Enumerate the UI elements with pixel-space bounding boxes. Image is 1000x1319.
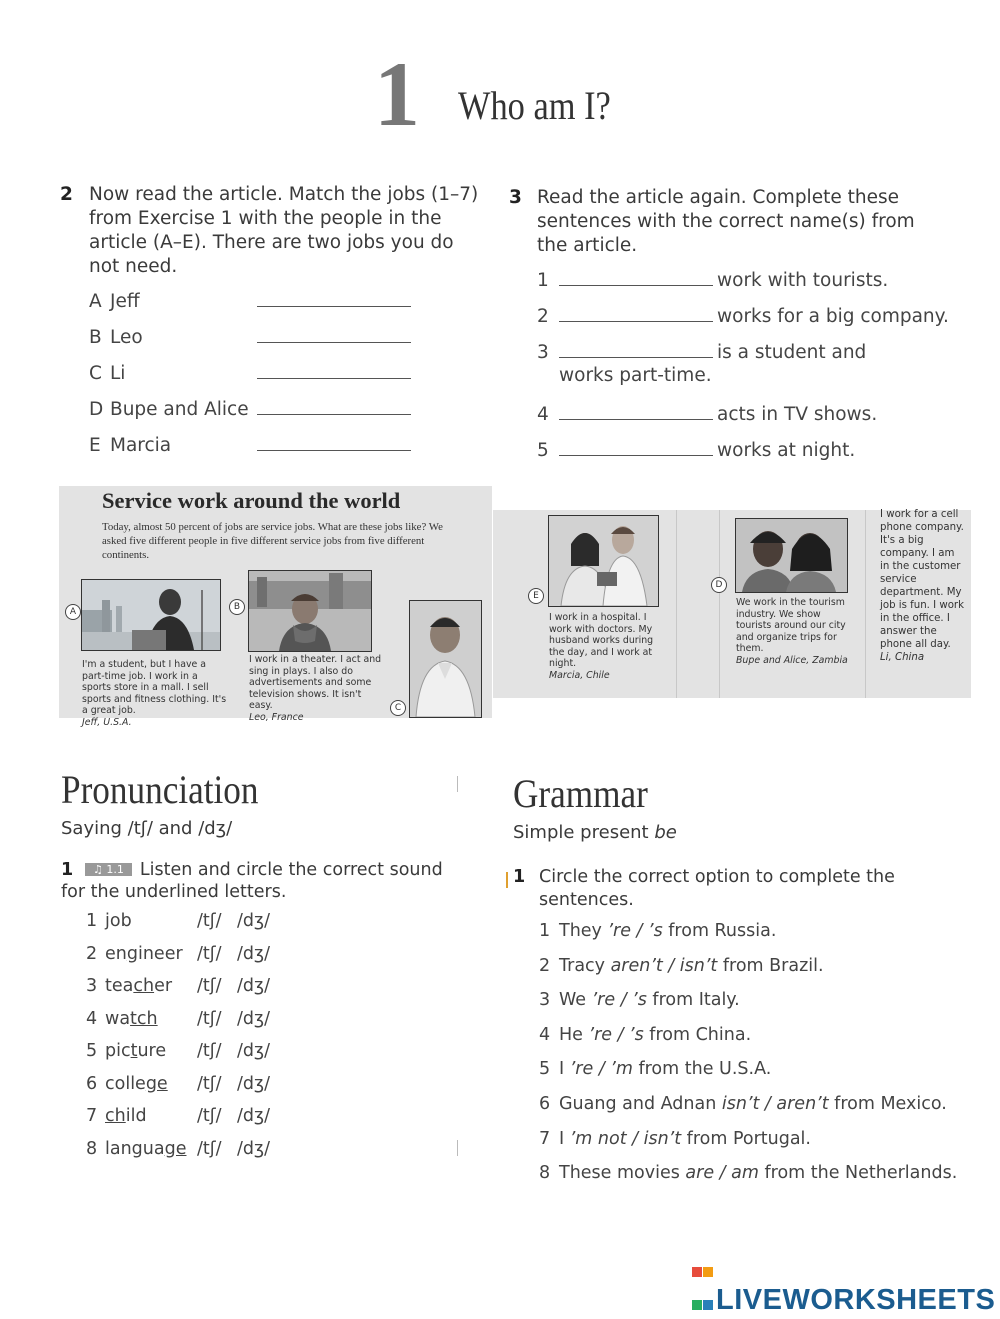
article-panel-left bbox=[59, 486, 492, 728]
photo-marcia bbox=[548, 515, 659, 607]
liveworksheets-logo: LIVEWORKSHEETS bbox=[692, 1253, 995, 1317]
label-e: E bbox=[528, 588, 544, 604]
photo-bupe-alice bbox=[735, 518, 848, 593]
margin-mark bbox=[457, 1140, 458, 1156]
sound-option-dzh[interactable]: /dʒ/ bbox=[237, 911, 271, 931]
margin-mark bbox=[457, 776, 458, 792]
pron-row: 4 watch /tʃ/ /dʒ/ bbox=[86, 1008, 271, 1029]
match-row: A Jeff bbox=[89, 288, 411, 324]
answer-blank[interactable] bbox=[257, 288, 411, 307]
sound-option-dzh[interactable]: /dʒ/ bbox=[237, 976, 271, 996]
unit-title: Who am I? bbox=[458, 83, 611, 128]
pron-row: 1 job /tʃ/ /dʒ/ bbox=[86, 911, 271, 931]
grammar-row: 6 Guang and Adnan isn’t / aren’t from Mexico. bbox=[539, 1093, 947, 1114]
label-b: B bbox=[229, 599, 245, 615]
sound-option-tsh[interactable]: /tʃ/ bbox=[197, 976, 222, 996]
grammar-instructions: 1 Circle the correct option to complete the sentences. bbox=[513, 867, 895, 910]
sound-option-dzh[interactable]: /dʒ/ bbox=[237, 1138, 271, 1159]
match-row: E Marcia bbox=[89, 432, 411, 468]
grammar-row: 8 These movies are / am from the Netherlands. bbox=[539, 1163, 958, 1184]
grammar-options[interactable]: ’re / ’m bbox=[569, 1059, 633, 1080]
article-intro: Today, almost 50 percent of jobs are service jobs. What are these jobs like? We asked five different people in five different service jobs from five different continents. bbox=[102, 521, 443, 561]
exercise-number: 3 bbox=[509, 187, 522, 208]
grammar-title: Grammar bbox=[513, 771, 648, 816]
grammar-row: 4 He ’re / ’s from China. bbox=[539, 1024, 752, 1045]
grammar-options[interactable]: ’re / ’s bbox=[588, 1024, 644, 1045]
answer-blank[interactable] bbox=[257, 432, 411, 451]
photo-li bbox=[409, 600, 482, 718]
answer-blank[interactable] bbox=[257, 396, 411, 415]
grammar-options[interactable]: aren’t / isn’t bbox=[610, 955, 718, 976]
grammar-row: 2 Tracy aren’t / isn’t from Brazil. bbox=[539, 955, 824, 976]
grammar-options[interactable]: are / am bbox=[685, 1163, 759, 1184]
pron-row: 2 engineer /tʃ/ /dʒ/ bbox=[86, 943, 271, 964]
answer-blank[interactable] bbox=[559, 339, 713, 358]
complete-row: 1 work with tourists. bbox=[537, 267, 977, 303]
exercise-instructions: Now read the article. Match the jobs (1–7) from Exercise 1 with the people in the article (A–E). There are two jobs you do not need. bbox=[89, 184, 479, 277]
complete-row: 4 acts in TV shows. bbox=[537, 401, 977, 437]
label-d: D bbox=[711, 577, 727, 593]
sound-option-dzh[interactable]: /dʒ/ bbox=[237, 1073, 271, 1094]
sound-option-tsh[interactable]: /tʃ/ bbox=[197, 1138, 222, 1159]
grammar-row: 5 I ’re / ’m from the U.S.A. bbox=[539, 1059, 772, 1080]
exercise-instructions: Read the article again. Complete these sentences with the correct name(s) from the article. bbox=[537, 187, 915, 256]
caption-marcia: I work in a hospital. I work with doctors. My husband works during the day, and I work at night. Marcia, Chile bbox=[549, 612, 654, 681]
column-divider bbox=[865, 510, 866, 698]
answer-blank[interactable] bbox=[257, 360, 411, 379]
label-a: A bbox=[65, 604, 81, 620]
answer-blank[interactable] bbox=[257, 324, 411, 343]
answer-blank[interactable] bbox=[559, 303, 713, 322]
liveworksheets-badge-icon bbox=[692, 1253, 714, 1275]
caption-leo: I work in a theater. I act and sing in plays. I also do advertisements and some television shows. It isn't easy. Leo, France bbox=[249, 654, 382, 723]
label-c: C bbox=[390, 700, 406, 716]
column-divider bbox=[719, 510, 720, 698]
pron-row: 3 teacher /tʃ/ /dʒ/ bbox=[86, 976, 271, 996]
pronunciation-title: Pronunciation bbox=[61, 767, 259, 812]
grammar-options[interactable]: ’re / ’s bbox=[591, 990, 647, 1011]
complete-list: 1 work with tourists. 2 works for a big company. 3 is a student and works part-time. 4 acts in TV shows. 5 works at night. bbox=[537, 267, 977, 473]
column-divider bbox=[676, 510, 677, 698]
grammar-list bbox=[539, 921, 957, 1198]
complete-row: 3 is a student and bbox=[537, 339, 977, 365]
sound-option-dzh[interactable]: /dʒ/ bbox=[237, 1041, 271, 1061]
grammar-options[interactable]: isn’t / aren’t bbox=[721, 1093, 829, 1114]
grammar-options[interactable]: ’m not / isn’t bbox=[569, 1128, 682, 1149]
answer-blank[interactable] bbox=[559, 401, 713, 420]
sound-option-tsh[interactable]: /tʃ/ bbox=[197, 1073, 222, 1094]
caption-jeff: I'm a student, but I have a part-time job. I work in a sports store in a mall. I sell sports and fitness clothing. It's a great job. Jeff, U.S.A. bbox=[82, 659, 227, 728]
pron-row: 8 language /tʃ/ /dʒ/ bbox=[86, 1138, 271, 1159]
sound-option-dzh[interactable]: /dʒ/ bbox=[237, 1106, 271, 1126]
sound-option-dzh[interactable]: /dʒ/ bbox=[237, 1008, 271, 1029]
photo-jeff bbox=[81, 579, 221, 651]
sound-option-tsh[interactable]: /tʃ/ bbox=[197, 1041, 222, 1061]
complete-row: 5 works at night. bbox=[537, 437, 977, 473]
audio-track-badge[interactable]: ♫ 1.1 bbox=[85, 863, 132, 876]
unit-number: 1 bbox=[374, 43, 420, 145]
grammar-subtitle: Simple present be bbox=[513, 822, 677, 843]
match-list bbox=[89, 288, 411, 468]
article-panel-right bbox=[493, 510, 971, 698]
margin-mark bbox=[506, 872, 508, 888]
match-row: C Li bbox=[89, 360, 411, 396]
article-title: Service work around the world bbox=[102, 488, 401, 513]
pronunciation-subtitle: Saying /tʃ/ and /dʒ/ bbox=[61, 818, 233, 839]
match-row: D Bupe and Alice bbox=[89, 396, 411, 432]
pronunciation-list bbox=[86, 911, 270, 1171]
sound-option-tsh[interactable]: /tʃ/ bbox=[197, 943, 222, 964]
sound-option-tsh[interactable]: /tʃ/ bbox=[197, 1008, 222, 1029]
pron-row: 6 college /tʃ/ /dʒ/ bbox=[86, 1073, 271, 1094]
sound-option-tsh[interactable]: /tʃ/ bbox=[197, 911, 222, 931]
sound-option-dzh[interactable]: /dʒ/ bbox=[237, 943, 271, 964]
caption-li: I work for a cell phone company. It's a big company. I am in the customer service department. My job is fun. I work in the office. I answer the phone all day. Li, China bbox=[880, 509, 965, 663]
pron-row: 5 picture /tʃ/ /dʒ/ bbox=[86, 1041, 271, 1061]
grammar-options[interactable]: ’re / ’s bbox=[607, 921, 663, 941]
match-row: B Leo bbox=[89, 324, 411, 360]
pronunciation-instructions: 1 ♫ 1.1 Listen and circle the correct sound for the underlined letters. bbox=[61, 860, 443, 902]
caption-bupe-alice: We work in the tourism industry. We show tourists around our city and organize trips for them. Bupe and Alice, Zambia bbox=[736, 597, 848, 666]
sound-option-tsh[interactable]: /tʃ/ bbox=[197, 1106, 222, 1126]
photo-leo bbox=[248, 570, 372, 652]
answer-blank[interactable] bbox=[559, 437, 713, 456]
complete-row: 2 works for a big company. bbox=[537, 303, 977, 339]
grammar-row: 7 I ’m not / isn’t from Portugal. bbox=[539, 1128, 811, 1149]
exercise-2 bbox=[60, 183, 480, 279]
exercise-3 bbox=[509, 186, 929, 258]
exercise-number: 2 bbox=[60, 184, 73, 205]
grammar-row: 3 We ’re / ’s from Italy. bbox=[539, 990, 740, 1011]
answer-blank[interactable] bbox=[559, 267, 713, 286]
pron-row: 7 child /tʃ/ /dʒ/ bbox=[86, 1106, 271, 1126]
grammar-row: 1 They ’re / ’s from Russia. bbox=[539, 921, 777, 941]
